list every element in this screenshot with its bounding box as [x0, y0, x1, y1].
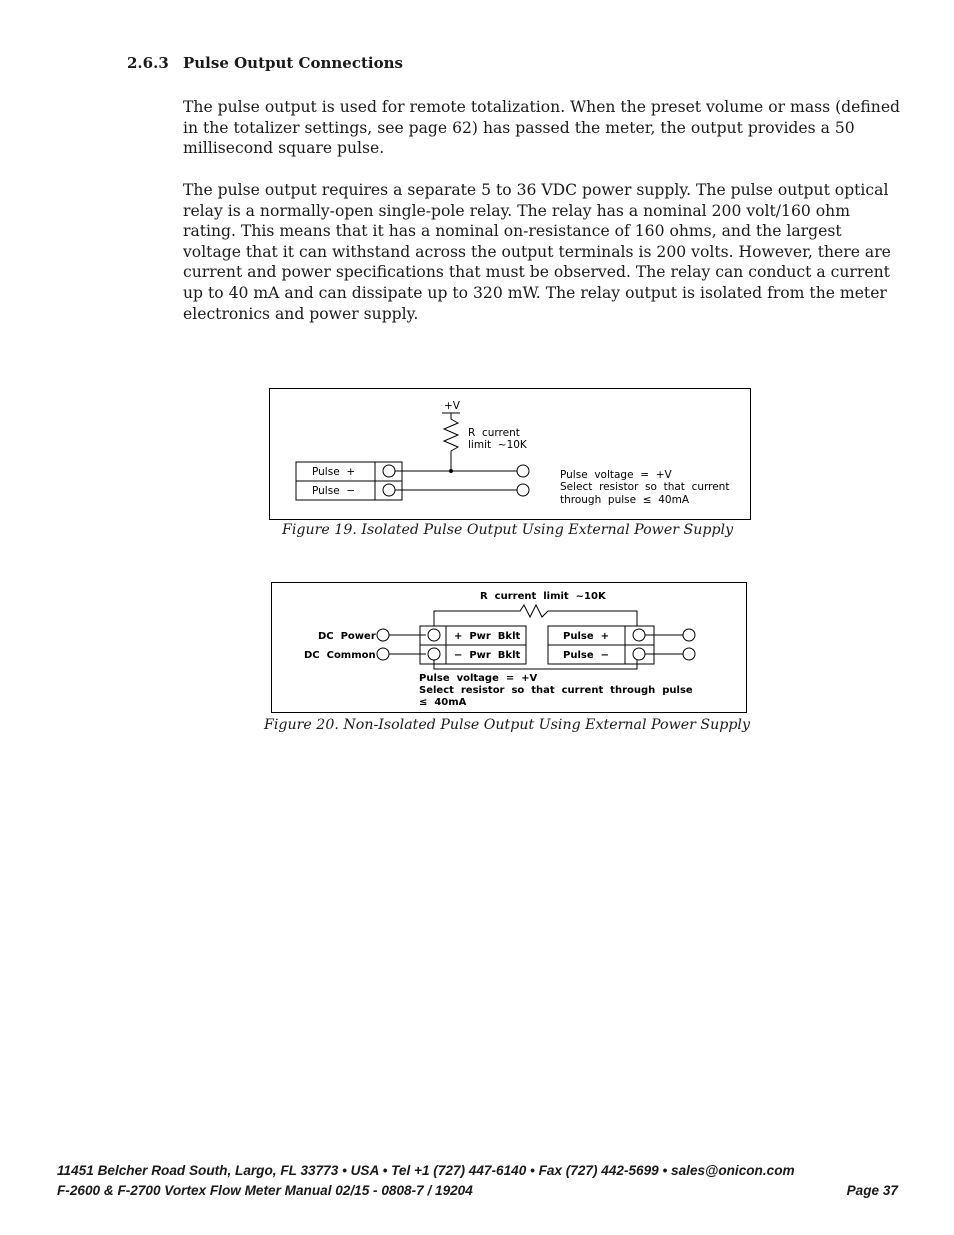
- fig20-pulse-screw-plus-icon: [633, 629, 645, 641]
- figure-20-caption: Figure 20. Non-Isolated Pulse Output Using External Power Supply: [264, 717, 750, 733]
- fig20-resistor-label: R current limit ~10K: [480, 591, 606, 602]
- footer-manual-title: F-2600 & F-2700 Vortex Flow Meter Manual 02/15 - 0808-7 / 19204: [57, 1183, 473, 1198]
- fig20-note-3: ≤ 40mA: [419, 697, 467, 708]
- paragraph-pulse-output-specs: The pulse output requires a separate 5 to 36 VDC power supply. The pulse output optical relay is a normally-open single-pole relay. The relay has a nominal 200 volt/160 ohm rating. This means that it has a nominal on-resistance of 160 ohms, and the largest voltage that it can withstand across the output terminals is 200 volts. However, there are current and power specifications that must be observed. The relay can conduct a current up to 40 mA and can dissipate up to 320 mW. The relay output is isolated from the meter electronics and power supply.: [183, 181, 891, 323]
- fig20-output-terminal-minus-icon: [683, 648, 695, 660]
- fig19-note-2: Select resistor so that current: [560, 481, 730, 493]
- fig20-dc-common-label: DC Common: [304, 650, 376, 661]
- footer-manual-line: [57, 1183, 898, 1198]
- fig19-resistor-icon: [444, 413, 458, 469]
- fig19-resistor-label-1: R current: [468, 427, 520, 439]
- fig19-terminal-pulse-plus: Pulse +: [312, 466, 356, 478]
- fig19-terminal-screw-plus-icon: [383, 465, 395, 477]
- fig20-terminal-pulse-plus: Pulse +: [563, 631, 609, 642]
- fig19-resistor-label-2: limit ~10K: [468, 439, 527, 451]
- fig20-terminal-pwr-minus: − Pwr Bklt: [454, 650, 521, 661]
- fig20-pwr-screw-minus-icon: [428, 648, 440, 660]
- figure-20-diagram: [271, 582, 747, 713]
- fig19-note-1: Pulse voltage = +V: [560, 469, 672, 481]
- fig20-output-terminal-plus-icon: [683, 629, 695, 641]
- section-number: 2.6.3: [127, 54, 169, 72]
- fig20-note-1: Pulse voltage = +V: [419, 673, 538, 684]
- fig19-terminal-screw-minus-icon: [383, 484, 395, 496]
- fig20-terminal-pulse-minus: Pulse −: [563, 650, 609, 661]
- fig20-resistor-icon: [434, 605, 637, 626]
- figure-19-caption: Figure 19. Isolated Pulse Output Using External Power Supply: [282, 522, 734, 538]
- fig20-terminal-pwr-plus: + Pwr Bklt: [454, 631, 521, 642]
- footer-page-number: Page 37: [846, 1183, 898, 1198]
- fig20-dc-power-label: DC Power: [318, 631, 376, 642]
- fig20-dc-common-terminal-icon: [377, 648, 389, 660]
- fig19-output-terminal-plus-icon: [517, 465, 529, 477]
- footer-address: 11451 Belcher Road South, Largo, FL 33773 • USA • Tel +1 (727) 447-6140 • Fax (727) 442-5699 • sales@onicon.com: [57, 1163, 795, 1178]
- figure-19-diagram: [269, 388, 751, 520]
- figure-20-svg: [272, 583, 746, 712]
- fig19-supply-label: +V: [444, 400, 460, 412]
- fig19-output-terminal-minus-icon: [517, 484, 529, 496]
- paragraph-pulse-output-usage: The pulse output is used for remote totalization. When the preset volume or mass (defined in the totalizer settings, see page 62) has passed the meter, the output provides a 50 millisecond square pulse.: [183, 98, 901, 158]
- figure-19-svg: [270, 389, 750, 519]
- fig20-dc-power-terminal-icon: [377, 629, 389, 641]
- section-heading: [127, 54, 403, 72]
- fig19-note-3: through pulse ≤ 40mA: [560, 494, 690, 506]
- section-title: Pulse Output Connections: [183, 54, 403, 72]
- fig19-terminal-pulse-minus: Pulse −: [312, 485, 356, 497]
- fig20-pwr-screw-plus-icon: [428, 629, 440, 641]
- fig20-note-2: Select resistor so that current through pulse: [419, 685, 693, 696]
- fig20-pulse-screw-minus-icon: [633, 648, 645, 660]
